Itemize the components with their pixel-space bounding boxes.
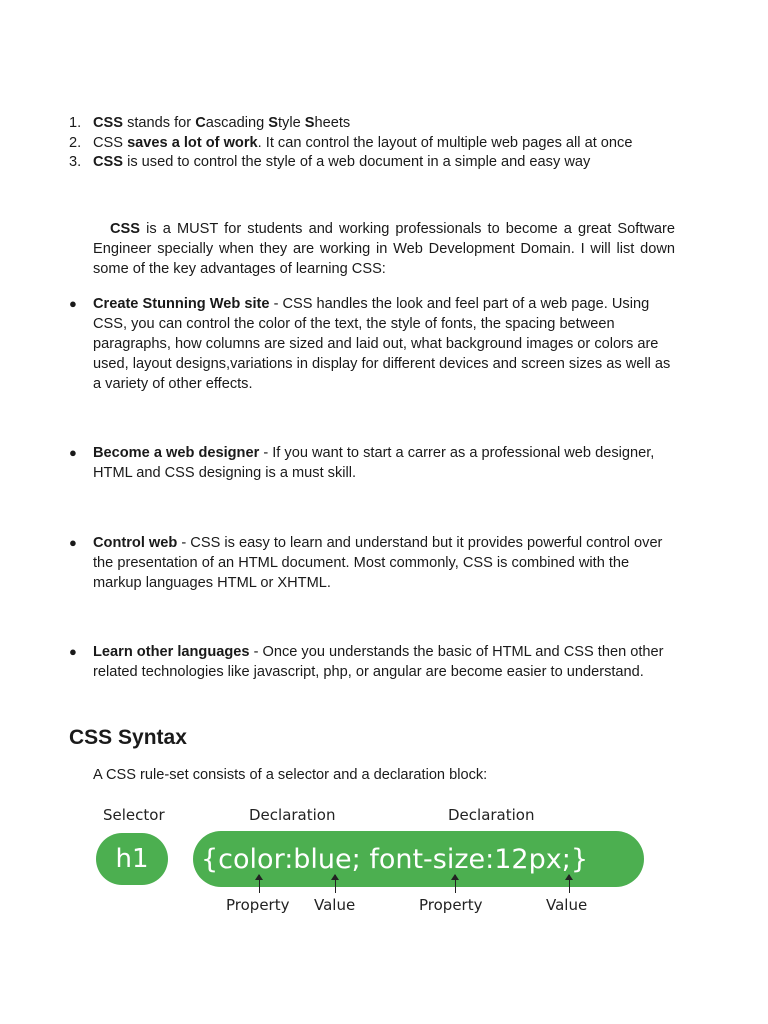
arrow-up-icon xyxy=(455,875,456,893)
value-label: Value xyxy=(314,896,356,914)
selector-pill: h1 xyxy=(96,833,168,885)
bullet-dot: ● xyxy=(69,644,77,659)
bold-text: CSS xyxy=(93,154,124,170)
declaration-label: Declaration xyxy=(249,806,336,824)
plain-text: ascading xyxy=(205,115,269,131)
plain-text: CSS xyxy=(93,134,128,151)
plain-text: is used to control the style of a web document in a simple and easy way xyxy=(123,154,591,170)
list-item-text xyxy=(93,134,632,154)
list-item-text xyxy=(93,153,590,173)
numbered-list xyxy=(69,114,709,173)
intro-paragraph xyxy=(93,219,675,279)
declaration-label: Declaration xyxy=(448,806,535,824)
css-syntax-diagram xyxy=(0,800,768,930)
arrow-up-icon xyxy=(335,875,336,893)
intro-bold: CSS xyxy=(110,221,141,237)
declaration-pill: {color:blue; font-size:12px;} xyxy=(193,831,644,887)
bullet-item xyxy=(69,294,675,394)
list-number: 2. xyxy=(69,134,82,151)
property-label: Property xyxy=(226,896,290,914)
bullet-title: Create Stunning Web site xyxy=(93,296,270,312)
bold-text: S xyxy=(304,115,315,131)
bullet-title: Become a web designer xyxy=(93,445,260,461)
bullet-title: Control web xyxy=(93,535,178,551)
property-label: Property xyxy=(419,896,483,914)
bold-text: C xyxy=(195,115,206,131)
list-item-text xyxy=(93,114,350,134)
bold-text: saves a lot of work xyxy=(127,134,258,151)
syntax-intro-text: A CSS rule-set consists of a selector and a declaration block: xyxy=(93,767,488,783)
bullet-dot: ● xyxy=(69,535,77,550)
bullet-text: - CSS handles the look and feel part of a web page. Using CSS, you can control the color of the text, the style of fonts, the spacing between paragraphs, how columns are sized and laid out, what background images or colors are used, layout designs,variations in display for different devices and screen sizes as well as a variety of other effects. xyxy=(93,296,671,392)
bullet-item xyxy=(69,533,675,593)
plain-text: tyle xyxy=(277,115,305,131)
plain-text: stands for xyxy=(123,115,196,131)
list-number: 3. xyxy=(69,154,82,170)
bullet-text: - If you want to start a carrer as a professional web designer, HTML and CSS designing is a must skill. xyxy=(93,445,655,481)
bullet-item xyxy=(69,642,675,682)
list-item xyxy=(69,114,709,134)
arrow-up-icon xyxy=(259,875,260,893)
value-label: Value xyxy=(546,896,588,914)
list-item xyxy=(69,153,709,173)
list-item xyxy=(69,134,709,154)
section-heading: CSS Syntax xyxy=(69,726,187,749)
plain-text: heets xyxy=(314,115,351,131)
plain-text: . It can control the layout of multiple web pages all at once xyxy=(257,134,633,151)
arrow-up-icon xyxy=(569,875,570,893)
bullet-text: - CSS is easy to learn and understand but it provides powerful control over the presentation of an HTML document. Most commonly, CSS is combined with the markup languages HTML or XHTML. xyxy=(93,535,663,591)
selector-label: Selector xyxy=(103,806,165,824)
list-number: 1. xyxy=(69,115,82,131)
bullet-text: - Once you understands the basic of HTML and CSS then other related technologies like javascript, php, or angular are become easier to understand. xyxy=(93,644,664,680)
intro-text: is a MUST for students and working professionals to become a great Software Engineer specially when they are working in Web Development Domain. I will list down some of the key advantages of learning CSS: xyxy=(93,221,675,277)
bold-text: S xyxy=(268,115,278,131)
bullet-item xyxy=(69,443,675,483)
bullet-dot: ● xyxy=(69,445,77,460)
bullet-title: Learn other languages xyxy=(93,644,250,660)
bold-text: CSS xyxy=(93,115,124,131)
bullet-dot: ● xyxy=(69,296,77,311)
